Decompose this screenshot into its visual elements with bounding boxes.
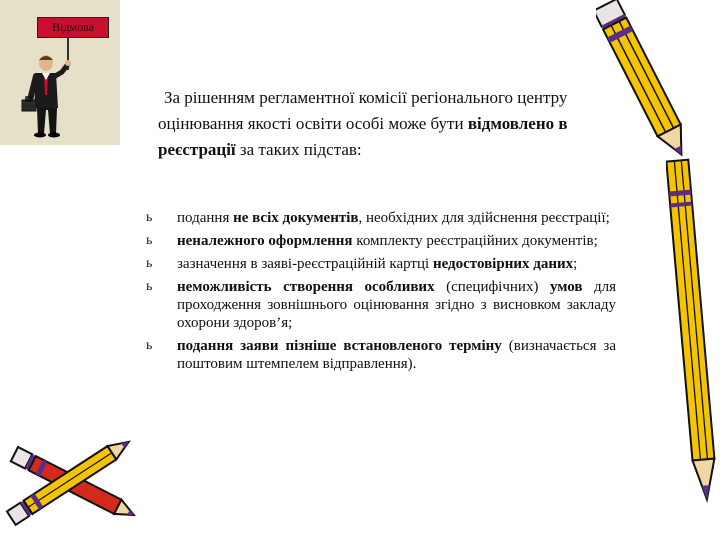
- bullet-icon: ь: [146, 338, 153, 353]
- bullet-icon: ь: [146, 210, 153, 225]
- intro-paragraph: За рішенням регламентної комісії регіонального центру оцінювання якості освіти особі може бути відмовлено в реєстрації за таких підстав:: [158, 88, 568, 159]
- bullet-icon: ь: [146, 256, 153, 271]
- reasons-list: [146, 209, 616, 378]
- intro-emphasis: відмовлено в реєстрації: [158, 114, 568, 159]
- pencil-icon: [666, 150, 720, 535]
- list-item: ь неналежного оформлення комплекту реєстраційних документів;: [146, 233, 598, 249]
- pencil-icon: [0, 425, 150, 540]
- businessman-clipart: [0, 0, 120, 145]
- sign-label: Відмова: [37, 17, 109, 38]
- bullet-icon: ь: [146, 279, 153, 294]
- pencil-icon: [596, 0, 696, 175]
- list-item: ь зазначення в заяві-реєстраційній картці недостовірних даних;: [146, 256, 578, 272]
- list-item: ь неможливість створення особливих (специфічних) умов для проходження зовнішнього оцінювання згідно з висновком закладу охорони здоров’я;: [146, 279, 616, 331]
- bullet-icon: ь: [146, 233, 153, 248]
- list-item: ь подання не всіх документів, необхідних для здійснення реєстрації;: [146, 210, 610, 226]
- list-item: ь подання заяви пізніше встановленого терміну (визначається за поштовим штемпелем відправлення).: [146, 338, 616, 372]
